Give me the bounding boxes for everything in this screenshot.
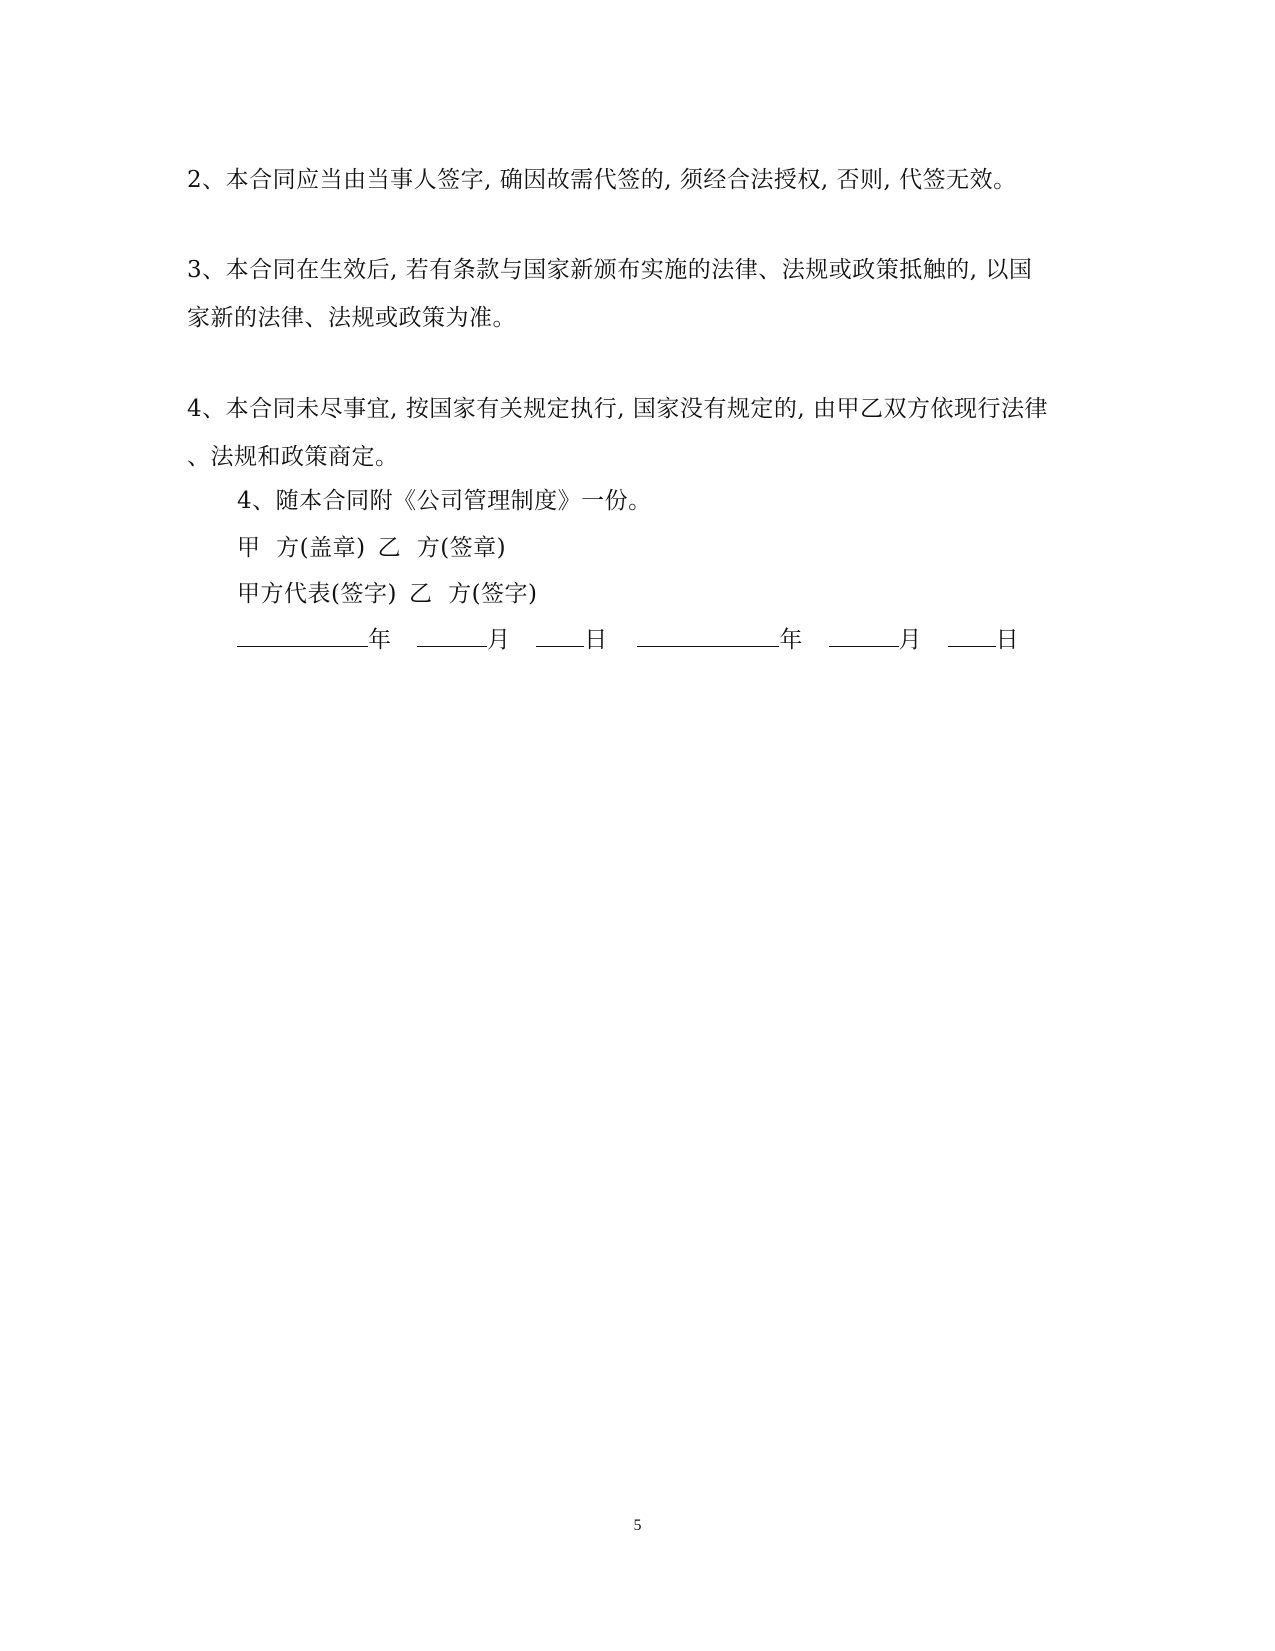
signature-row-sign — [237, 570, 538, 618]
clause-2 — [187, 156, 1087, 204]
party-b-month-blank[interactable] — [829, 626, 899, 647]
party-b-year-blank[interactable] — [637, 626, 779, 647]
page-number: 5 — [633, 1517, 642, 1534]
signature-row-seal — [237, 524, 506, 572]
year-label-b: 年 — [779, 627, 803, 653]
clause-3 — [187, 246, 1087, 342]
party-a-year-blank[interactable] — [237, 626, 368, 647]
clause-3-line-2: 家新的法律、法规或政策为准。 — [187, 305, 516, 331]
party-b-seal-label: 乙 方(签章) — [377, 535, 507, 561]
party-b-sign-label: 乙 方(签字) — [408, 581, 538, 607]
year-label-a: 年 — [368, 627, 392, 653]
month-label-a: 月 — [487, 627, 511, 653]
party-a-month-blank[interactable] — [417, 626, 487, 647]
date-row — [237, 616, 1019, 664]
attachment-line: 4、随本合同附《公司管理制度》一份。 — [237, 488, 652, 514]
clause-4-line-2: 、法规和政策商定。 — [187, 444, 399, 470]
party-a-day-blank[interactable] — [536, 626, 584, 647]
party-b-day-blank[interactable] — [948, 626, 996, 647]
clause-2-line-1: 2、本合同应当由当事人签字, 确因故需代签的, 须经合法授权, 否则, 代签无效。 — [187, 167, 1017, 193]
month-label-b: 月 — [898, 627, 922, 653]
party-a-seal-label: 甲 方(盖章) — [237, 535, 366, 561]
clause-3-line-1: 3、本合同在生效后, 若有条款与国家新颁布实施的法律、法规或政策抵触的, 以国 — [187, 257, 1033, 283]
day-label-b: 日 — [995, 627, 1020, 653]
party-a-rep-sign-label: 甲方代表(签字) — [237, 581, 397, 607]
day-label-a: 日 — [584, 627, 608, 653]
clause-4-line-1: 4、本合同未尽事宜, 按国家有关规定执行, 国家没有规定的, 由甲乙双方依现行法律 — [187, 396, 1048, 422]
clause-4 — [187, 385, 1087, 481]
